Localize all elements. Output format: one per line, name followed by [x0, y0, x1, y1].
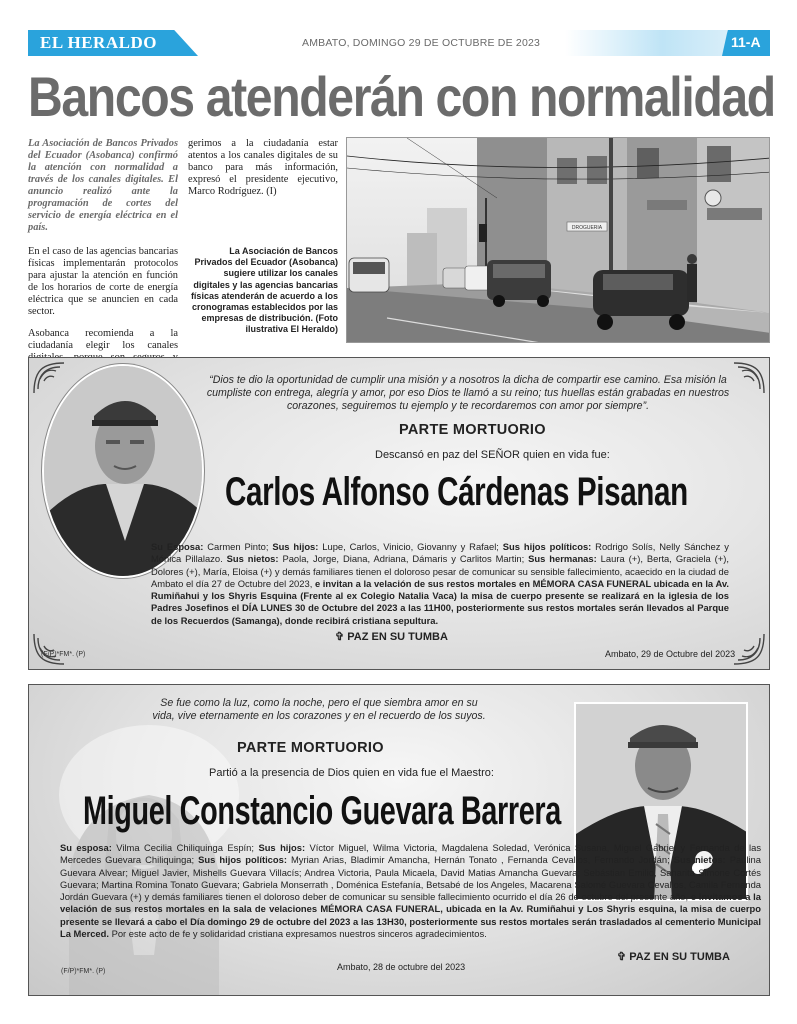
article-paragraph-1: En el caso de las agencias bancarias físicas implementarán protocolos para ajustar la atención en función de los horarios de corte de energía eléctrica que se anuncien en cada sector.	[28, 246, 178, 317]
photo-shop-sign: DROGUERIA	[571, 225, 603, 231]
obituary-quote: “Dios te dio la oportunidad de cumplir una misión y a nosotros la dicha de compartir ese camino. Esa misión la cumpliste con entrega, alegría y amor, por eso Dios te llamó a su reino; tus huellas están grabadas en nuestros corazones, seguiremos tu ejemplo y te recordaremos con amor por siempre”.	[206, 374, 730, 413]
ornament-corner-icon	[32, 632, 66, 666]
photo-caption: La Asociación de Bancos Privados del Ecuador (Asobanca) sugiere utilizar los canales digitales y las agencias bancarias físicas atenderán de acuerdo a los cronogramas establecidos por las empresas de distribución. (Foto ilustrativa El Heraldo)	[190, 246, 338, 335]
place-date: Ambato, 28 de octubre del 2023	[337, 962, 466, 972]
ornament-corner-icon	[732, 361, 766, 395]
article-headline: Bancos atenderán con normalidad	[28, 65, 775, 128]
value-spouse: Vilma Cecilia Chiliquinga Espín;	[111, 842, 259, 853]
article-paragraph-2b: gerimos a la ciudadanía estar atentos a los canales digitales de su banco para más información, expresó el presidente ejecutivo, Marco Rodríguez. (I)	[188, 138, 338, 197]
article-paragraph-2a: Asobanca recomienda a la ciudadanía elegir los canales	[28, 328, 178, 351]
obituary-body	[60, 842, 761, 940]
ad-code: (F/P)*FM*. (P)	[41, 651, 86, 658]
brand-logo[interactable]: EL HERALDO	[40, 33, 157, 52]
obituary-miguel-guevara	[28, 684, 770, 996]
value-grandchildren: Paulina Guevara Alvear; Miguel Javier, Mishells Guevara Villacís; Andrea Victoria, Paula Micaela, David Matias Amancha Guevara; Sebástian Emilio, Saharita Simone Cortés Guevara; Martina Romina Tonato Guevara; Gabriela Monserrath , Doménica Estefanía, Betsabé de los Angeles, Macarena Salomé Guevara Cevallos, Camila Fernanda Jordán Guevara (+) y demás familiares tienen el doloroso deber de comunicar su sensible fallecimiento ocurrido el día 26 de octubre del presente año,	[60, 854, 761, 903]
value-sisters: Laura (+), Berta, Graciela (+), Dolores (+), María, Eloisa (+) y demás familiares tienen el doloroso pesar de comunicar su sensible fallecimiento, acaecido en la ciudad de Ambato el día 27 de Octubre del 2023,	[151, 553, 730, 589]
value-in-laws: Myrian Arias, Bladimir Amancha, Hernán Tonato , Fernanda Cevallos, Fernando Jordán;	[286, 854, 674, 866]
label-in-laws: Sus hijos políticos:	[198, 854, 287, 866]
page-header	[0, 30, 797, 56]
article-column-2	[188, 138, 338, 208]
header-fade	[565, 30, 727, 56]
deceased-name: Carlos Alfonso Cárdenas Pisanan	[225, 470, 688, 514]
obituary-title: PARTE MORTUORIO	[237, 740, 384, 756]
page-number: 11-A	[731, 34, 761, 50]
article-lead: La Asociación de Bancos Privados del Ecuador (Asobanca) confirmó la atención con normalidad a través de los canales digitales. El anuncio realizó ante la programación de cortes del servicio de energía eléctrica en el país.	[28, 138, 178, 233]
obituary-body	[151, 541, 729, 627]
label-children: Sus hijos:	[272, 541, 319, 552]
label-children: Sus hijos:	[258, 842, 306, 853]
value-children: Víctor Miguel, Wilma Victoria, Magdalena Soledad, Verónica Susana, Miguel Gabriel y Fernanda de las Mercedes Guevara Chiliquinga;	[60, 842, 762, 866]
label-grandchildren: Sus nietos:	[226, 553, 279, 565]
rest-in-peace: ✞ PAZ EN SU TUMBA	[335, 631, 448, 643]
place-date: Ambato, 29 de Octubre del 2023	[605, 649, 736, 659]
ornament-corner-icon	[732, 632, 766, 666]
ornament-corner-icon	[32, 361, 66, 395]
value-children: Lupe, Carlos, Vinicio, Giovanny y Rafael;	[318, 541, 503, 552]
label-spouse: Su esposa:	[60, 842, 112, 853]
label-spouse: Su Esposa:	[151, 541, 204, 552]
street-scene-illustration	[347, 138, 770, 343]
ad-code: (F/P)*FM*. (P)	[61, 968, 106, 975]
label-in-laws: Sus hijos políticos:	[502, 541, 592, 552]
obituary-title: PARTE MORTUORIO	[399, 422, 546, 438]
label-grandchildren: Sus nietos:	[673, 854, 726, 866]
obituary-carlos-cardenas	[28, 357, 770, 670]
street-photo	[346, 137, 770, 343]
deceased-name: Miguel Constancio Guevara Barrera	[83, 789, 561, 833]
wake-invitation: e invitan a la velación de sus restos mortales en MÉMORA CASA FUNERAL ubicada en la Av. Rumiñahui y los Shyris Esquina (Frente al ex Colegio Natalia Vaca) la misa de cuerpo presente se realizará en la iglesia de los Padres Josefinos el DÍA LUNES 30 de Octubre del 2023 a las 11H00, posteriormente sus restos mortales serán llevados al Parque de los Recuerdos (Samanga), donde recibirá cristiana sepultura.	[151, 577, 729, 626]
value-spouse: Carmen Pinto;	[203, 541, 273, 552]
dateline: AMBATO, DOMINGO 29 DE OCTUBRE DE 2023	[302, 37, 541, 49]
obituary-quote: Se fue como la luz, como la noche, pero el que siembra amor en su vida, vive eternamente en los corazones y en el recuerdo de los suyos.	[152, 697, 486, 723]
rest-in-peace: ✞ PAZ EN SU TUMBA	[617, 951, 730, 963]
obituary-intro: Descansó en paz del SEÑOR quien en vida fue:	[375, 449, 610, 461]
wake-invitation: e invitamos a la velación de sus restos mortales en la sala de velaciones MÉMORA CASA FUNERAL, ubicada en la Av. Rumiñahui y Los Shyris esquina, la misa de cuerpo presente se llevará a cabo el Día domingo 29 de octubre del 2023 a las 13H30, posteriormente sus restos mortales serán trasladados al cementerio Municipal La Merced.	[60, 891, 761, 940]
obituary-intro: Partió a la presencia de Dios quien en vida fue el Maestro:	[209, 767, 494, 779]
value-grandchildren: Paola, Jorge, Diana, Adriana, Dámaris y Carlitos Martin;	[278, 553, 529, 565]
thanks: Por este acto de fe y solidaridad cristiana expresamos nuestros sinceros agradecimientos.	[108, 928, 487, 940]
label-sisters: Sus hermanas:	[528, 553, 597, 565]
value-in-laws: Rodrigo Solís, Nelly Sánchez y Mónica Pillalazo.	[151, 541, 729, 565]
